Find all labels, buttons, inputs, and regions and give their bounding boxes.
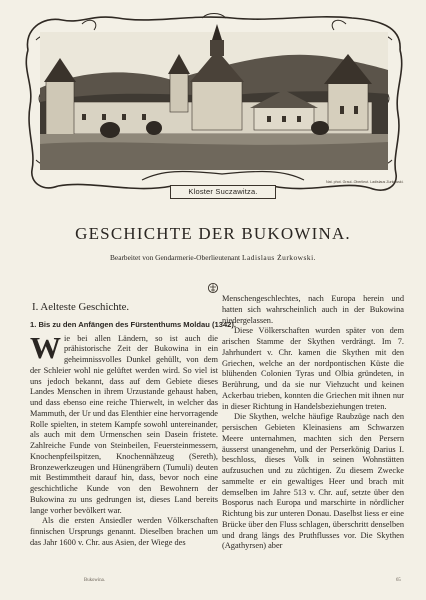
paragraph-text: ie bei allen Ländern, so ist auch die prähistorische Zeit der Bukowina in ein geheimnissvolles Dunkel gehüllt, von dem der Schleier wohl nie gelüftet werden wird. So viel ist uns jedoch bekannt, dass auf dem Gebiete dieses Landes Menschen in ihrem Urzustande gehaust haben, und dass ebenso eine reiche Thierwelt, in welcher das Mammuth, der Ur und das Elenthier eine hervorragende Rolle spielten, in stetem Kampfe sowohl untereinander, als auch mit dem Urmenschen sein Dasein fristete. Zahlreiche Funde von Steinbeilen, Feuersteinmessern, Knochenpfeilspitzen, Knochennähzeug (Sereth), Bronzewerkzeugen und Hünengräbern (Tumuli) deuten mit Bestimmtheit darauf hin, dass, bevor noch eine geschichtliche Kunde von den Bewohnern der Bukowina zu uns gedrungen ist, dieses Land bereits lange vorher bevölkert war.	[30, 333, 218, 515]
paragraph: Diese Völkerschaften wurden später von dem arischen Stamme der Skythen verdrängt. Im 7. Jahrhundert v. Chr. kamen die Skythen mit den Griechen, welche an der nordpontischen Küste die blühenden Colonien Tyras und Olbia gründeten, in Berührung, und da sie nur Viehzucht und keinen Ackerbau trieben, konnten die Griechen mit ihnen nur in dieser Richtung in Handelsbeziehungen treten.	[222, 326, 404, 411]
paragraph	[30, 329, 218, 517]
photo-credit: Nat. phot. Graul.-Oberlieut. Ladislaus Zurkowski.	[326, 180, 404, 184]
left-column	[30, 296, 237, 549]
article-title: GESCHICHTE DER BUKOWINA.	[75, 224, 351, 243]
page-number: 65	[396, 578, 401, 583]
right-column	[222, 294, 404, 552]
illustration-caption: Kloster Suczawitza.	[170, 185, 276, 199]
monastery-engraving	[22, 10, 406, 196]
signature-mark: Bukowina.	[84, 578, 105, 583]
byline	[0, 253, 426, 262]
author-name: Ladislaus Żurkowski.	[241, 253, 316, 262]
drop-cap: W	[30, 329, 61, 365]
subsection-title: 1. Bis zu den Anfängen des Fürstenthums Moldau (1342).	[30, 319, 237, 329]
paragraph: Als die ersten Ansiedler werden Völkerschaften finnischen Ursprungs genannt. Dieselben brachen um das Jahr 1600 v. Chr. aus Asien, der Wiege des	[30, 516, 218, 547]
paragraph: Menschengeschlechtes, nach Europa herein und hatten sich wahrscheinlich auch in der Bukowina niedergelassen.	[222, 294, 404, 325]
header-illustration	[22, 10, 406, 196]
ornament-icon	[207, 282, 219, 294]
paragraph: Die Skythen, welche häufige Raubzüge nach den persischen Gebieten Kleinasiens am Schwarzen Meere unternahmen, machten sich den Persern äusserst unangenehm, und der Perserkönig Darius I. beschloss, dieses Volk in seinen Wohnstätten aufzusuchen und zu züchtigen. Zu diesem Zwecke sammelte er ein gewaltiges Heer und brach mit demselben im Jahre 513 v. Chr. auf, setzte über den Bosporus nach Europa und marschirte in nördlicher Richtung bis zur unteren Donau. Daselbst liess er eine Brücke über den Fluss schlagen, überschritt denselben und drang längs des Pruthflusses vor. Die Skythen (Agathyrsen) aber	[222, 412, 404, 551]
byline-prefix: Bearbeitet von Gendarmerie-Oberlieutenant	[109, 253, 241, 262]
section-title: I. Aelteste Geschichte.	[32, 301, 130, 313]
